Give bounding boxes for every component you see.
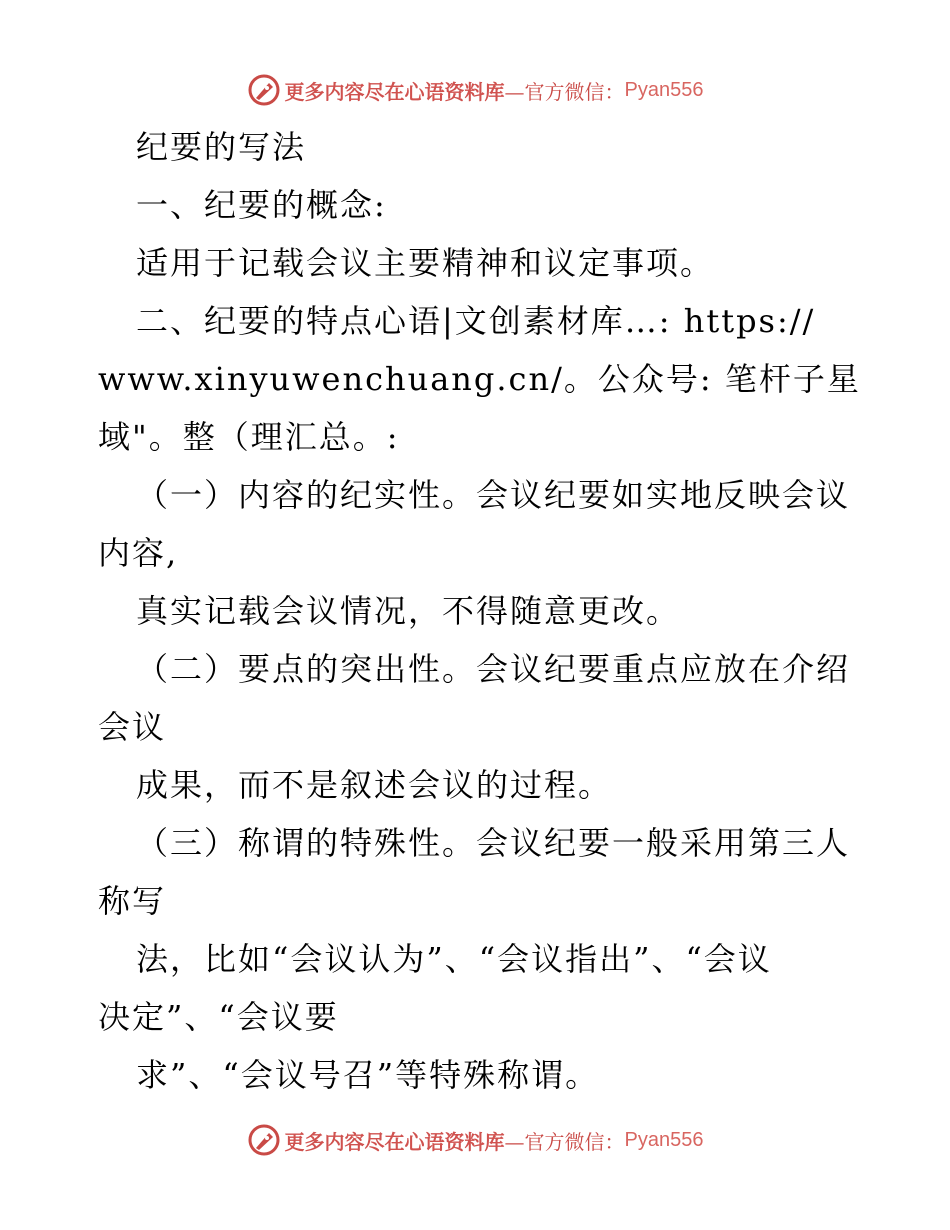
banner-text-main: 更多内容尽在心语资料库 [284, 1129, 505, 1154]
doc-line: 纪要的写法 [136, 128, 307, 166]
doc-line: 法，比如“会议认为”、“会议指出”、“会议 [136, 940, 772, 978]
pen-nib-logo-icon [247, 1123, 281, 1157]
doc-line: 成果，而不是叙述会议的过程。 [136, 766, 613, 804]
doc-line: （二）要点的突出性。会议纪要重点应放在介绍 [136, 650, 851, 688]
banner-text-id: Pyan556 [624, 1128, 704, 1151]
banner-text-id: Pyan556 [624, 78, 704, 101]
doc-line: 一、纪要的概念: [136, 186, 387, 224]
footer-banner [0, 1120, 950, 1160]
banner-text-wechat: —官方微信： [504, 79, 625, 104]
doc-line: （一）内容的纪实性。会议纪要如实地反映会议 [136, 476, 851, 514]
banner-text-main: 更多内容尽在心语资料库 [284, 79, 505, 104]
doc-line: 适用于记载会议主要精神和议定事项。 [136, 244, 715, 282]
doc-line: 决定”、“会议要 [98, 998, 339, 1036]
doc-line: 二、纪要的特点心语|文创素材库…: https:// [136, 302, 816, 340]
doc-line: 会议 [98, 708, 167, 746]
pen-nib-logo-icon [247, 73, 281, 107]
doc-line: 称写 [98, 882, 167, 920]
doc-line: 真实记载会议情况，不得随意更改。 [136, 592, 681, 630]
doc-line: （三）称谓的特殊性。会议纪要一般采用第三人 [136, 824, 851, 862]
banner-text-wechat: —官方微信： [504, 1129, 625, 1154]
doc-line: www.xinyuwenchuang.cn/。公众号: 笔杆子星 [98, 360, 861, 398]
doc-line: 域"。整（理汇总。: [98, 418, 400, 456]
document-body [98, 118, 861, 1104]
header-banner [0, 70, 950, 110]
doc-line: 内容, [98, 534, 179, 572]
doc-line: 求”、“会议号召”等特殊称谓。 [136, 1056, 600, 1094]
